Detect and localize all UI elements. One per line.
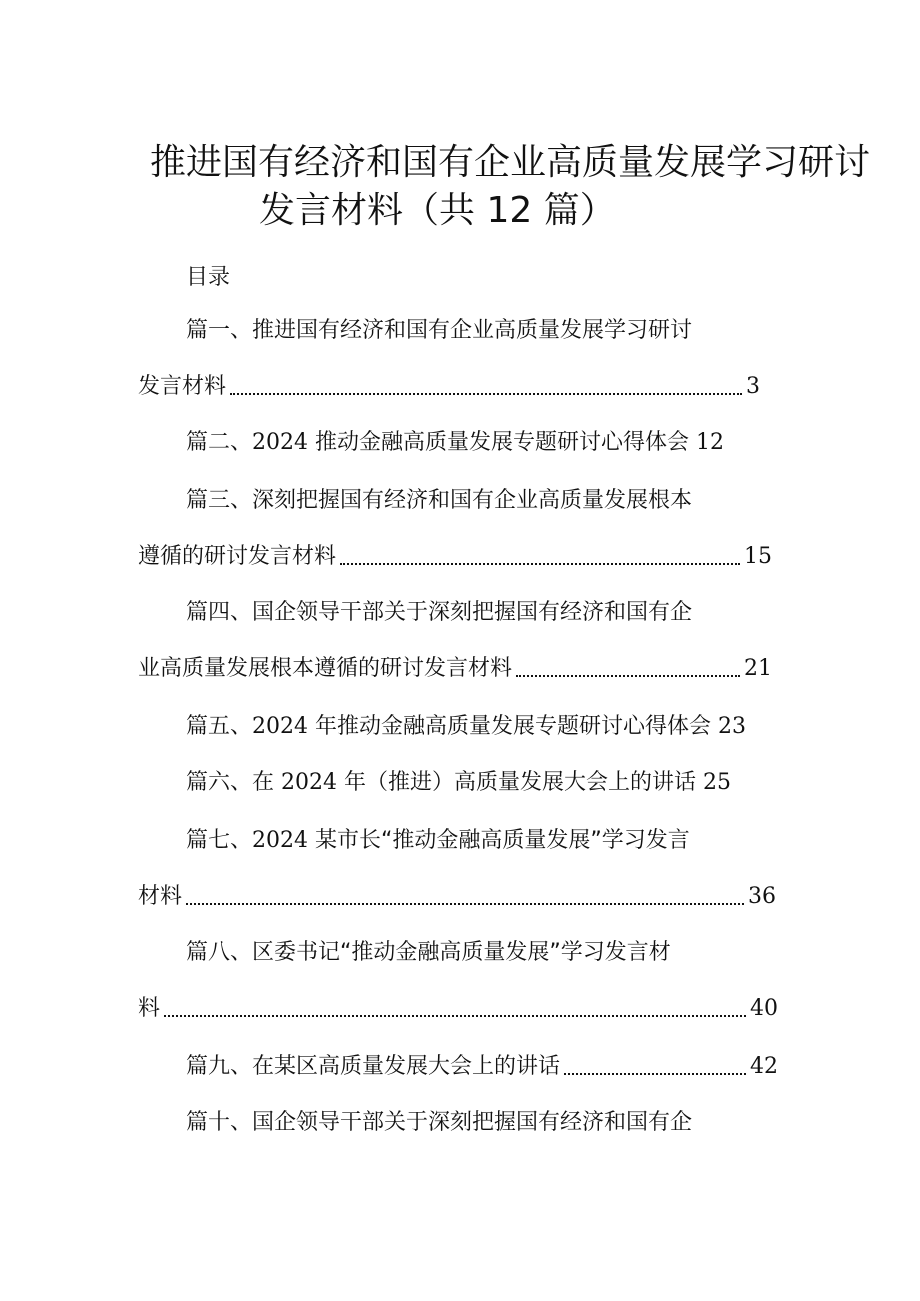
- toc-item-1-page: 3: [746, 374, 760, 399]
- toc-leader-dots: [186, 903, 744, 905]
- toc-item-5-prefix: 篇五、: [186, 714, 253, 739]
- toc-leader-dots: [164, 1015, 746, 1017]
- toc-item-7-text: 某市长“推动金融高质量发展”学习发言: [308, 828, 690, 853]
- document-title-line-1: 推进国有经济和国有企业高质量发展学习研讨: [150, 142, 871, 183]
- toc-item-8-text-2: 料: [138, 996, 161, 1021]
- toc-item-7-prefix: 篇七、: [186, 828, 253, 853]
- toc-item-3-text: 遵循的研讨发言材料: [138, 544, 337, 569]
- toc-item-1-text: 发言材料: [138, 374, 227, 399]
- toc-leader-dots: [516, 675, 740, 677]
- toc-item-5-page: 23: [718, 714, 747, 739]
- toc-item-7-text-2: 材料: [138, 884, 183, 909]
- toc-item-7-line-2[interactable]: [138, 882, 776, 912]
- toc-item-5-year: 2024: [252, 714, 309, 739]
- toc-item-10-line-1[interactable]: 篇十、国企领导干部关于深刻把握国有经济和国有企: [186, 1110, 693, 1135]
- toc-item-7-line-1[interactable]: [186, 826, 690, 856]
- toc-item-4-line-2[interactable]: [138, 654, 772, 684]
- toc-item-8-line-2[interactable]: [138, 994, 778, 1024]
- toc-item-2-page: 12: [696, 430, 725, 455]
- toc-heading: 目录: [186, 265, 231, 290]
- toc-item-9[interactable]: [186, 1052, 778, 1082]
- toc-item-4-page: 21: [744, 656, 772, 681]
- toc-item-5[interactable]: [186, 712, 746, 742]
- toc-item-9-text: 篇九、在某区高质量发展大会上的讲话: [186, 1054, 561, 1079]
- toc-leader-dots: [340, 563, 740, 565]
- toc-item-7-page: 36: [748, 884, 776, 909]
- toc-leader-dots: [230, 393, 742, 395]
- toc-leader-dots: [564, 1073, 746, 1075]
- toc-item-3-page: 15: [744, 544, 772, 569]
- toc-item-1-line-1[interactable]: 篇一、推进国有经济和国有企业高质量发展学习研讨: [186, 318, 693, 343]
- toc-item-2[interactable]: [186, 428, 724, 458]
- toc-item-9-page: 42: [750, 1054, 778, 1079]
- toc-item-6-year: 2024: [281, 770, 337, 795]
- toc-item-2-text: 推动金融高质量发展专题研讨心得体会: [308, 430, 697, 455]
- toc-item-2-year: 2024: [252, 430, 309, 455]
- toc-item-6-prefix: 篇六、在: [186, 770, 281, 795]
- toc-item-4-line-1[interactable]: 篇四、国企领导干部关于深刻把握国有经济和国有企: [186, 600, 693, 625]
- toc-item-1-line-2[interactable]: [138, 372, 760, 402]
- toc-item-4-text: 业高质量发展根本遵循的研讨发言材料: [138, 656, 513, 681]
- toc-item-7-year: 2024: [252, 828, 309, 853]
- toc-item-2-prefix: 篇二、: [186, 430, 253, 455]
- document-title-line-2: 发言材料（共 12 篇）: [259, 190, 616, 231]
- toc-item-3-line-1[interactable]: 篇三、深刻把握国有经济和国有企业高质量发展根本: [186, 488, 693, 513]
- toc-item-8-page: 40: [750, 996, 778, 1021]
- toc-item-6-text: 年（推进）高质量发展大会上的讲话: [337, 770, 703, 795]
- toc-item-5-text: 年推动金融高质量发展专题研讨心得体会: [308, 714, 719, 739]
- toc-item-8-line-1[interactable]: 篇八、区委书记“推动金融高质量发展”学习发言材: [186, 940, 671, 965]
- toc-item-6-page: 25: [703, 770, 731, 795]
- toc-item-6[interactable]: [186, 768, 731, 798]
- toc-item-3-line-2[interactable]: [138, 542, 772, 572]
